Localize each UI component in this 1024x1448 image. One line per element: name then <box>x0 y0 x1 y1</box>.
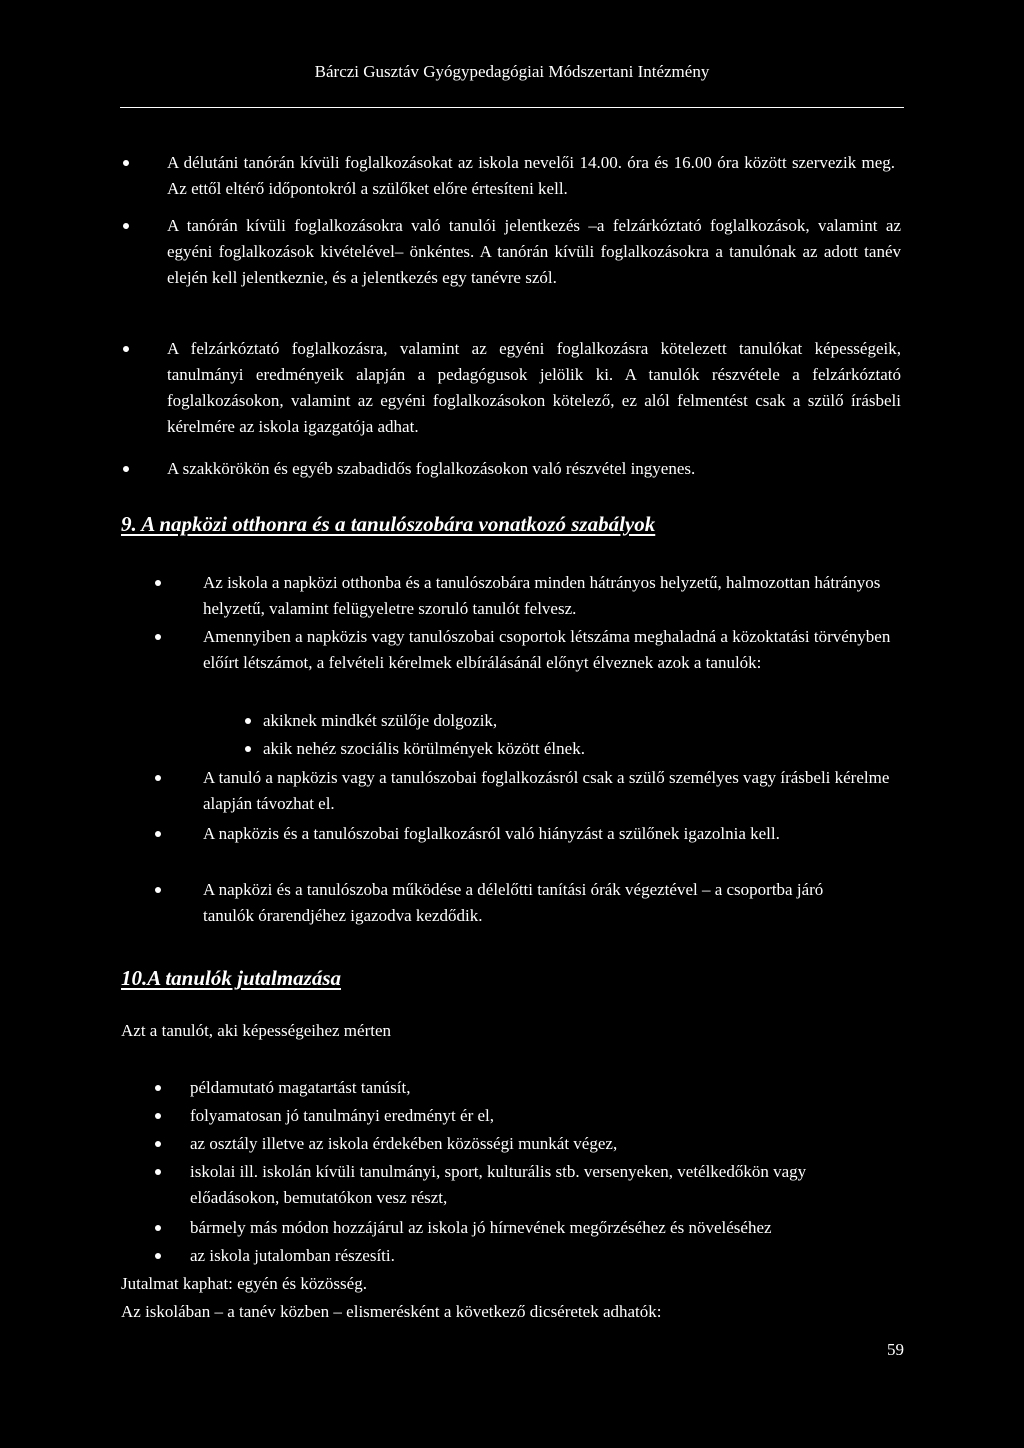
bullet-dot <box>123 346 129 352</box>
paragraph-absence: A napközis és a tanulószobai foglalkozásról való hiányzást a szülőnek igazolnia kell. <box>203 824 780 843</box>
bullet-dot <box>245 746 251 752</box>
bullet-dot <box>155 1085 161 1091</box>
bullet-dot <box>123 223 129 229</box>
page-number: 59 <box>887 1340 904 1359</box>
bullet-dot <box>155 1113 161 1119</box>
paragraph-priority: Amennyiben a napközis vagy tanulószobai csoportok létszáma meghaladná a közoktatási törvényben előírt létszámot, a felvételi kérelmek elbírálásánál előnyt élveznek azok a tanulók: <box>203 627 891 672</box>
reward-intro: Azt a tanulót, aki képességeihez mérten <box>121 1021 391 1040</box>
paragraph-admission: Az iskola a napközi otthonba és a tanulószobára minden hátrányos helyzetű, halmozottan hátrányos helyzetű, valamint felügyeletre szoruló tanulót felvesz. <box>203 573 881 618</box>
bullet-dot <box>155 1225 161 1231</box>
paragraph-leave: A tanuló a napközis vagy a tanulószobai foglalkozásról csak a szülő személyes vagy írásbeli kérelme alapján távozhat el. <box>203 768 890 813</box>
bullet-dot <box>155 775 161 781</box>
reward-criterion: iskolai ill. iskolán kívüli tanulmányi, sport, kulturális stb. versenyeken, vetélkedőkön vagy előadásokon, bemutatókon vesz részt, <box>190 1162 807 1207</box>
reward-criterion: példamutató magatartást tanúsít, <box>190 1078 411 1097</box>
bullet-dot <box>155 1253 161 1259</box>
bullet-dot <box>155 634 161 640</box>
reward-criterion: bármely más módon hozzájárul az iskola jó hírnevének megőrzéséhez és növeléséhez <box>190 1218 772 1237</box>
bullet-dot <box>155 1169 161 1175</box>
sub-item-working-parents: akiknek mindkét szülője dolgozik, <box>263 711 498 730</box>
reward-criterion: az osztály illetve az iskola érdekében közösségi munkát végez, <box>190 1134 618 1153</box>
praise-intro: Az iskolában – a tanév közben – elismerésként a következő dicséretek adhatók: <box>121 1302 662 1321</box>
paragraph-registration: A tanórán kívüli foglalkozásokra való tanulói jelentkezés –a felzárkóztató foglalkozások, valamint az egyéni foglalkozások kivételével– önkéntes. A tanórán kívüli foglalkozásokra a tanulónak az adott tanév elején kell jelentkeznie, és a jelentkezés egy tanévre szól. <box>167 216 901 287</box>
paragraph-free-clubs: A szakkörökön és egyéb szabadidős foglalkozásokon való részvétel ingyenes. <box>167 459 696 478</box>
bullet-dot <box>123 466 129 472</box>
bullet-dot <box>155 580 161 586</box>
paragraph-remedial: A felzárkóztató foglalkozásra, valamint az egyéni foglalkozásra kötelezett tanulókat képességeik, tanulmányi eredményeik alapján a pedagógusok jelölik ki. A tanulók részvétele a felzárkóztató foglalkozásokon, valamint az egyéni foglalkozásokon kötelező, ez alól felmentést csak a szülő írásbeli kérelmére az iskola igazgatója adhat. <box>167 339 901 436</box>
bullet-dot <box>245 718 251 724</box>
bullet-dot <box>155 887 161 893</box>
reward-recipients: Jutalmat kaphat: egyén és közösség. <box>121 1274 367 1293</box>
reward-conclusion: az iskola jutalomban részesíti. <box>190 1246 395 1265</box>
bullet-dot <box>155 831 161 837</box>
paragraph-start-time: A napközi és a tanulószoba működése a délelőtti tanítási órák végeztével – a csoportba járó tanulók órarendjéhez igazodva kezdődik. <box>203 880 824 925</box>
page-header: Bárczi Gusztáv Gyógypedagógiai Módszertani Intézmény <box>314 62 710 81</box>
sub-item-social-conditions: akik nehéz szociális körülmények között élnek. <box>263 739 585 758</box>
bullet-dot <box>123 160 129 166</box>
section-10-heading: 10.A tanulók jutalmazása <box>121 966 341 990</box>
bullet-dot <box>155 1141 161 1147</box>
header-rule <box>120 107 904 108</box>
reward-criterion: folyamatosan jó tanulmányi eredményt ér el, <box>190 1106 495 1125</box>
section-9-heading: 9. A napközi otthonra és a tanulószobára vonatkozó szabályok <box>121 512 656 536</box>
paragraph-afternoon-hours: A délutáni tanórán kívüli foglalkozásokat az iskola nevelői 14.00. óra és 16.00 óra között szervezik meg. Az ettől eltérő időpontokról a szülőket előre értesíteni kell. <box>167 153 895 198</box>
